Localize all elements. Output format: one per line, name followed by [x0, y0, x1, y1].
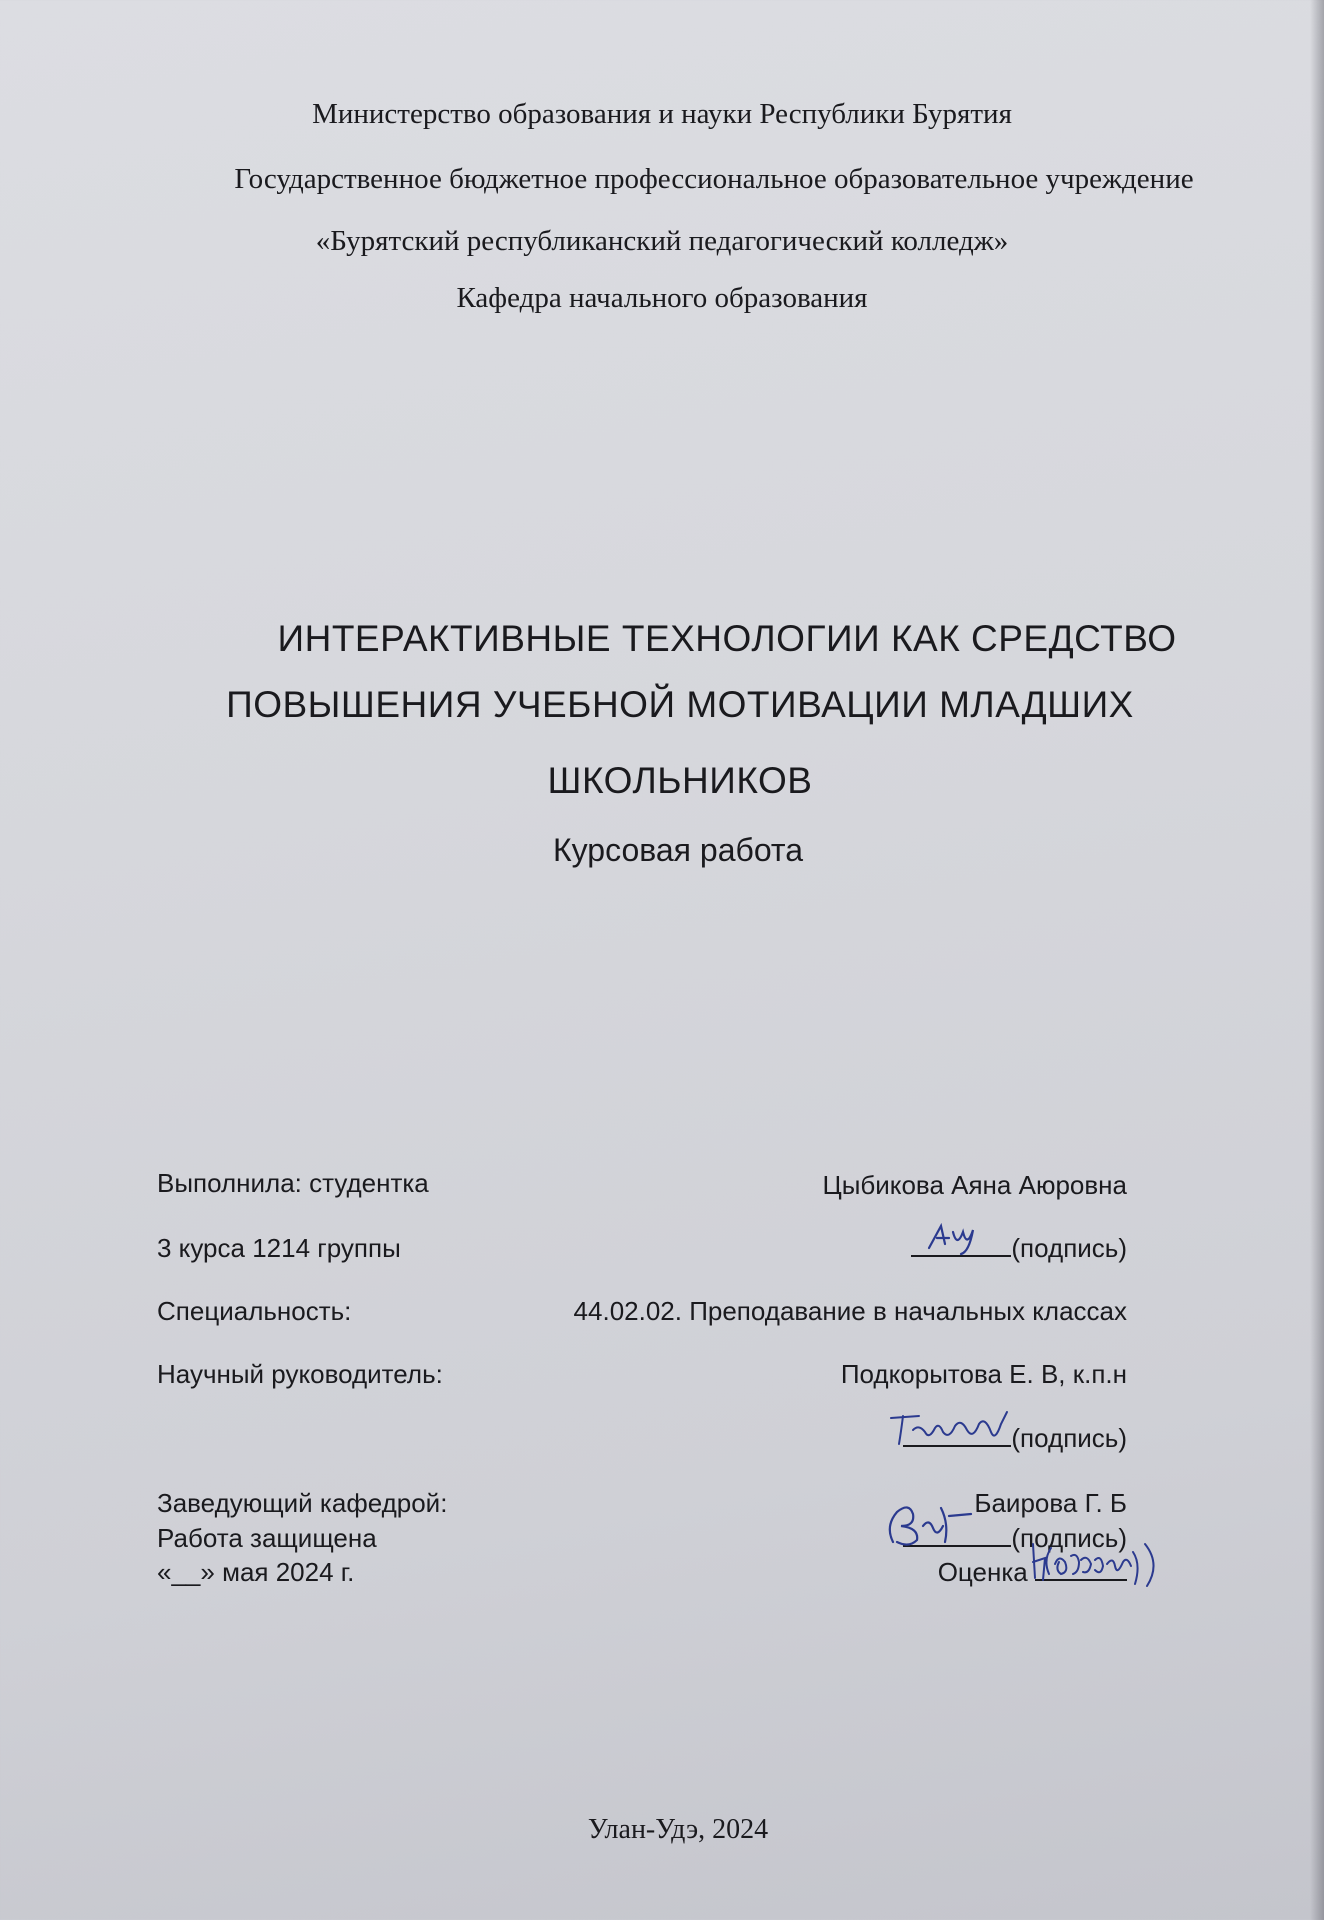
supervisor-name: Подкорытова Е. В, к.п.н	[840, 1359, 1127, 1389]
grade-label: Оценка	[937, 1557, 1028, 1587]
supervisor-signature	[903, 1422, 1011, 1454]
department-name: Кафедра начального образования	[456, 282, 868, 314]
specialty-label: Специальность:	[157, 1296, 352, 1326]
signature-label-2: (подпись)	[1011, 1423, 1127, 1453]
college-name: «Бурятский республиканский педагогический колледж»	[315, 225, 1009, 257]
student-name: Цыбикова Аяна Аюровна	[822, 1170, 1127, 1200]
ministry-name: Министерство образования и науки Республики Бурятия	[312, 98, 1012, 130]
title-line-2: ПОВЫШЕНИЯ УЧЕБНОЙ МОТИВАЦИИ МЛАДШИХ	[226, 684, 1134, 725]
head-signature-line	[903, 1522, 1127, 1554]
course-group: 3 курса 1214 группы	[157, 1233, 401, 1263]
city-year: Улан-Удэ, 2024	[587, 1814, 769, 1845]
head-name: Баирова Г. Б	[974, 1488, 1127, 1518]
signature-label-1: (подпись)	[1011, 1233, 1127, 1263]
student-signature	[911, 1232, 1011, 1264]
signature-label-3: (подпись)	[1011, 1523, 1127, 1553]
work-type: Курсовая работа	[553, 832, 803, 868]
title-line-3: ШКОЛЬНИКОВ	[547, 760, 813, 801]
supervisor-signature-line	[903, 1422, 1127, 1454]
head-signature	[903, 1522, 1011, 1554]
performed-label: Выполнила: студентка	[157, 1168, 429, 1198]
title-line-1: ИНТЕРАКТИВНЫЕ ТЕХНОЛОГИИ КАК СРЕДСТВО	[277, 618, 1177, 659]
specialty-value: 44.02.02. Преподавание в начальных классах	[573, 1296, 1127, 1326]
supervisor-label: Научный руководитель:	[157, 1359, 443, 1389]
defense-date: «__» мая 2024 г.	[157, 1557, 355, 1587]
grade-line	[938, 1556, 1127, 1588]
defended-label: Работа защищена	[157, 1523, 377, 1553]
grade-value-handwritten	[1035, 1556, 1127, 1588]
student-signature-line	[911, 1232, 1127, 1264]
institution-type: Государственное бюджетное профессиональное образовательное учреждение	[234, 163, 1194, 195]
head-label: Заведующий кафедрой:	[157, 1488, 448, 1518]
